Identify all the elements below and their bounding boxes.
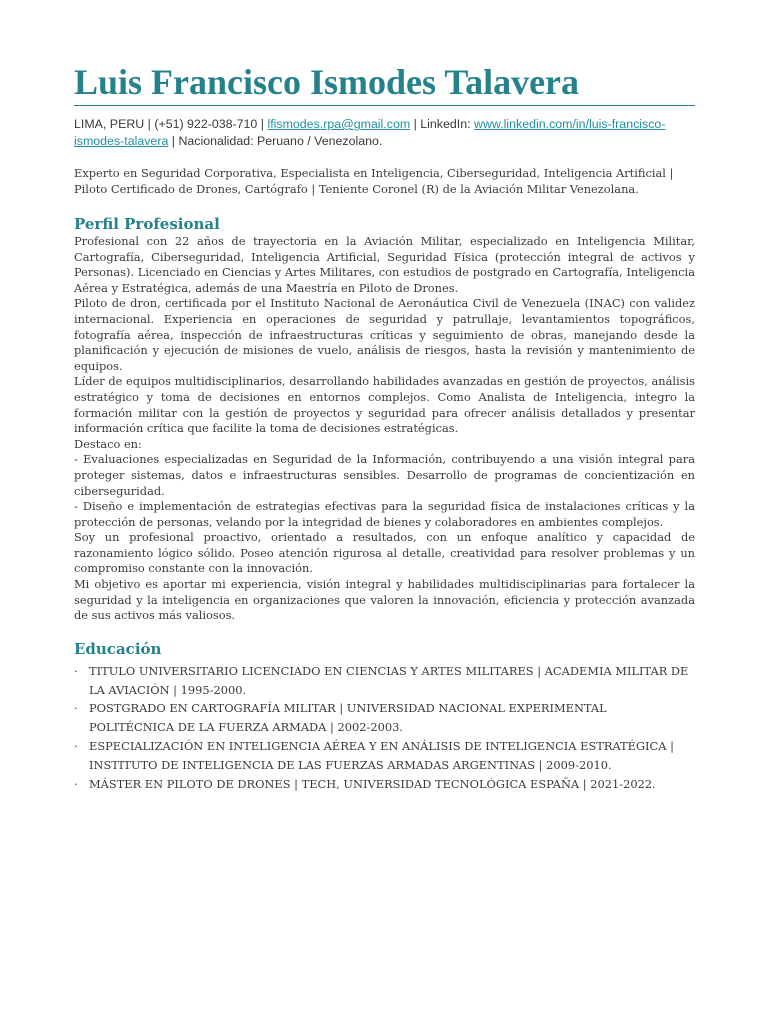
- perfil-body: [74, 234, 695, 624]
- nationality-text: | Nacionalidad: Peruano / Venezolano.: [168, 133, 383, 148]
- bullet-icon: ·: [74, 701, 78, 716]
- bullet-icon: ·: [74, 663, 78, 678]
- section-title-educacion: Educación: [74, 639, 162, 658]
- perfil-paragraph: - Evaluaciones especializadas en Seguridad de la Información, contribuyendo a una visión integral para proteger sistemas, datos e infraestructuras sensibles. Desarrollo de programas de concientización en ciberseguridad.: [74, 452, 695, 498]
- bullet-icon: ·: [74, 776, 78, 791]
- resume-page: [74, 60, 695, 793]
- list-item: [74, 775, 695, 794]
- perfil-paragraph: Soy un profesional proactivo, orientado a resultados, con un enfoque analítico y capacidad de razonamiento lógico sólido. Poseo atención rigurosa al detalle, creatividad para resolver problemas y un compromiso constante con la innovación.: [74, 530, 695, 576]
- candidate-name: Luis Francisco Ismodes Talavera: [74, 62, 580, 102]
- email-link[interactable]: lfismodes.rpa@gmail.com: [267, 117, 411, 131]
- perfil-paragraph: Profesional con 22 años de trayectoria en la Aviación Militar, especializado en Inteligencia Militar, Cartografía, Ciberseguridad, Inteligencia Artificial, Seguridad Física (protección integral de activos y Personas). Licenciado en Ciencias y Artes Militares, con estudios de postgrado en Cartografía, Inteligencia Aérea y Estratégica, además de una Maestría en Piloto de Drones.: [74, 234, 695, 295]
- contact-location-phone: LIMA, PERU | (+51) 922-038-710 |: [74, 117, 268, 131]
- perfil-paragraph: Destaco en:: [74, 436, 142, 451]
- perfil-paragraph: - Diseño e implementación de estrategias efectivas para la seguridad física de instalaciones críticas y la protección de personas, velando por la integridad de bienes y colaboradores en ambientes complejos.: [74, 499, 695, 529]
- list-item: [74, 662, 695, 700]
- list-item: [74, 737, 695, 775]
- perfil-paragraph: Líder de equipos multidisciplinarios, desarrollando habilidades avanzadas en gestión de proyectos, análisis estratégico y toma de decisiones en entornos complejos. Como Analista de Inteligencia, integro la formación militar con la gestión de proyectos y seguridad para ofrecer análisis detallados y presentar información crítica que facilite la toma de decisiones estratégicas.: [74, 374, 695, 436]
- education-item-text: ESPECIALIZACIÓN EN INTELIGENCIA AÉREA Y EN ANÁLISIS DE INTELIGENCIA ESTRATÉGICA | INSTITUTO DE INTELIGENCIA DE LAS FUERZAS ARMADAS ARGENTINAS | 2009-2010.: [89, 739, 674, 772]
- linkedin-label: | LinkedIn:: [410, 117, 475, 131]
- education-item-text: TITULO UNIVERSITARIO LICENCIADO EN CIENCIAS Y ARTES MILITARES | ACADEMIA MILITAR DE LA AVIACIÓN | 1995-2000.: [89, 663, 689, 697]
- education-item-text: MÁSTER EN PILOTO DE DRONES | TECH, UNIVERSIDAD TECNOLÓGICA ESPAÑA | 2021-2022.: [89, 776, 656, 791]
- perfil-paragraph: Mi objetivo es aportar mi experiencia, visión integral y habilidades multidisciplinarias para fortalecer la seguridad y la inteligencia en organizaciones que valoren la innovación, eficiencia y protección avanzada de sus activos más valiosos.: [74, 577, 695, 623]
- headline-summary: Experto en Seguridad Corporativa, Especialista en Inteligencia, Ciberseguridad, Inteligencia Artificial | Piloto Certificado de Drones, Cartógrafo | Teniente Coronel (R) de la Aviación Militar Venezolana.: [74, 166, 674, 196]
- education-list: [74, 662, 695, 794]
- linkedin-link[interactable]: www.linkedin.com/in/luis-francisco-ismodes-talavera: [74, 117, 666, 148]
- section-title-perfil: Perfil Profesional: [74, 215, 220, 233]
- education-item-text: POSTGRADO EN CARTOGRAFÍA MILITAR | UNIVERSIDAD NACIONAL EXPERIMENTAL POLITÉCNICA DE LA FUERZA ARMADA | 2002-2003.: [89, 701, 607, 735]
- contact-line: [74, 116, 695, 149]
- bullet-icon: ·: [74, 739, 78, 754]
- perfil-paragraph: Piloto de dron, certificada por el Instituto Nacional de Aeronáutica Civil de Venezuela (INAC) con validez internacional. Experiencia en operaciones de seguridad y patrullaje, levantamientos topográficos, fotografía aérea, inspección de infraestructuras críticas y seguimiento de obras, manejando desde la planificación y ejecución de misiones de vuelo, análisis de riesgos, hasta la revisión y mantenimiento de equipos.: [74, 296, 695, 373]
- title-divider: [74, 105, 695, 106]
- list-item: [74, 699, 695, 737]
